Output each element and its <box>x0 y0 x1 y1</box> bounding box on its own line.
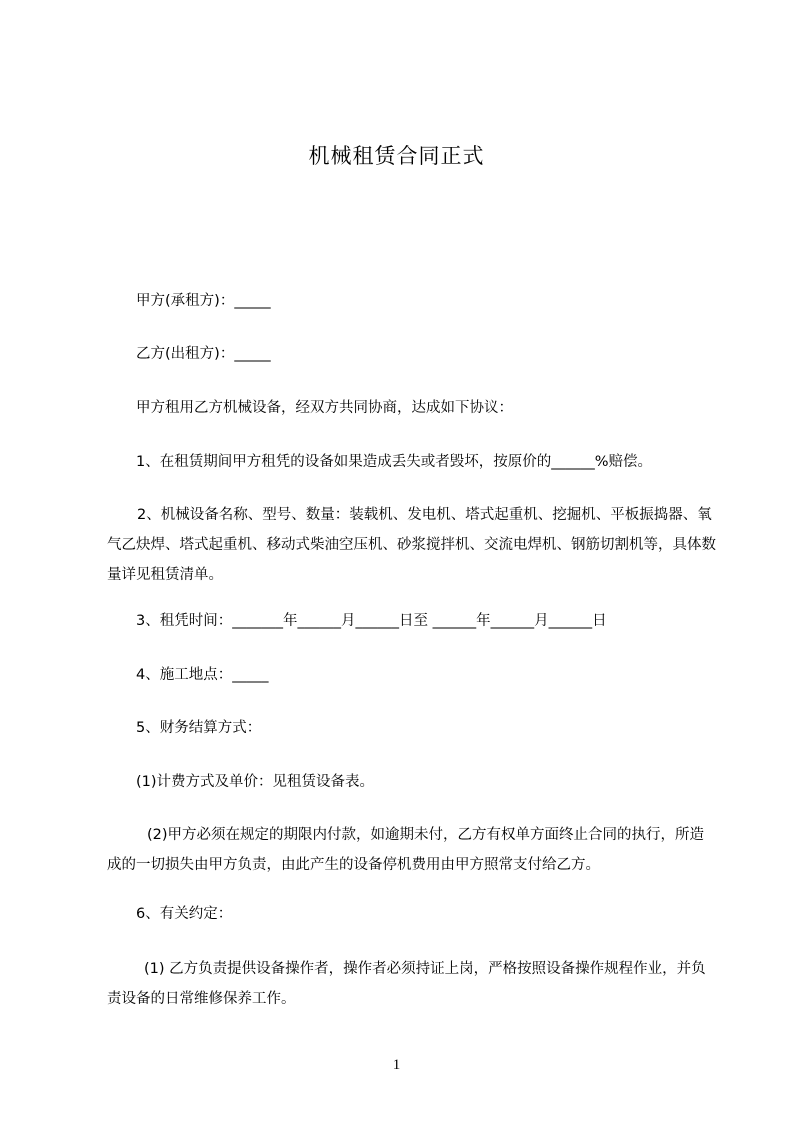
clause-6: 6、有关约定： <box>136 906 233 922</box>
clause-5-2: (2)甲方必须在规定的期限内付款，如逾期未付，乙方有权单方面终止合同的执行，所造成的一切损失由甲方负责，由此产生的设备停机费用由甲方照常支付给乙方。 <box>107 827 705 873</box>
page-number: 1 <box>392 1057 401 1073</box>
party-b-line: 乙方(出租方)：_____ <box>136 346 271 362</box>
clause-2: 2、机械设备名称、型号、数量：装载机、发电机、塔式起重机、挖掘机、平板振捣器、氧气乙炔焊、塔式起重机、移动式柴油空压机、砂浆搅拌机、交流电焊机、钢筋切割机等，具体数量详见租赁清单。 <box>107 507 716 583</box>
clause-5: 5、财务结算方式： <box>136 720 262 736</box>
intro-paragraph: 甲方租用乙方机械设备，经双方共同协商，达成如下协议： <box>136 400 513 416</box>
clause-4: 4、施工地点：_____ <box>136 667 269 683</box>
clause-5-1: (1)计费方式及单价：见租赁设备表。 <box>136 774 375 790</box>
clause-6-1: (1) 乙方负责提供设备操作者，操作者必须持证上岗，严格按照设备操作规程作业，并负责设备的日常维修保养工作。 <box>107 961 706 1007</box>
party-a-line: 甲方(承租方)：_____ <box>136 293 271 309</box>
clause-1: 1、在租赁期间甲方租凭的设备如果造成丢失或者毁坏，按原价的______%赔偿。 <box>136 454 653 470</box>
clause-3: 3、租凭时间：_______年______月______日至 ______年______月______日 <box>136 613 607 629</box>
document-title: 机械租赁合同正式 <box>308 144 485 168</box>
